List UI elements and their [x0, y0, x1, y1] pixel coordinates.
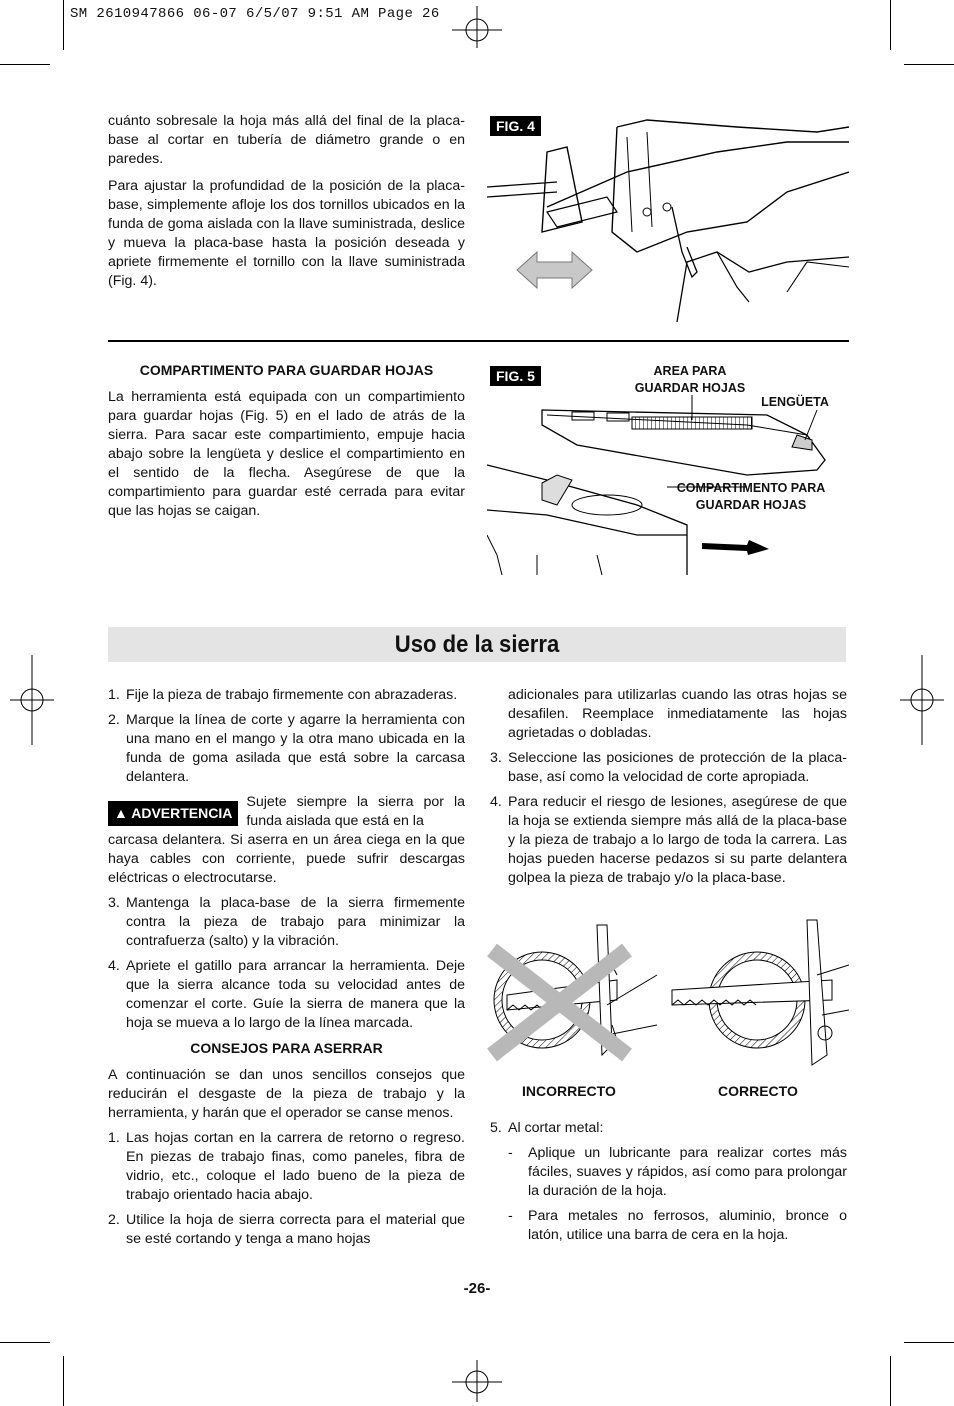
item-text: Las hojas cortan en la carrera de retorno o regreso. En piezas de trabajo finas, como paneles, fibra de vidrio, etc., coloque el lado bueno de la pieza de trabajo orientado hacia abajo.: [126, 1130, 465, 1203]
tips-heading: CONSEJOS PARA ASERRAR: [190, 1040, 383, 1056]
item-number: 5.: [490, 1120, 502, 1136]
list-item: [490, 686, 847, 743]
item-number: [490, 686, 508, 743]
item-text: Apriete el gatillo para arrancar la herramienta. Deje que la sierra alcance toda su velocidad antes de comenzar el corte. Guíe la sierra de manera que la hoja se mueva a lo largo de la línea marcada.: [126, 958, 465, 1031]
list-item: [108, 686, 465, 705]
fig5-illustration: [487, 395, 837, 575]
pipe-cutting-illustration: [487, 915, 849, 1075]
list-item: [490, 749, 847, 787]
blade-depth-text: [108, 112, 465, 299]
left-column: [108, 686, 465, 1255]
crop-mark: [890, 1356, 891, 1406]
list-item: [508, 1207, 847, 1245]
item-number: 3.: [490, 750, 502, 766]
section-divider: [108, 340, 849, 342]
metal-cutting-block: [490, 1119, 847, 1251]
fig4-label: FIG. 4: [490, 116, 541, 136]
list-item: [108, 711, 465, 787]
paragraph: La herramienta está equipada con un compartimiento para guardar hojas (Fig. 5) en el lado de atrás de la sierra. Para sacar este compartimiento, empuje hacia abajo sobre la lengüeta y deslice el compartimiento en el sentido de la flecha. Asegúrese de que la compartimiento para guardar esté cerrada para evitar que las hojas se caigan.: [108, 389, 465, 519]
item-text: Para metales no ferrosos, aluminio, bronce o latón, utilice una barra de cera en la hoja.: [528, 1208, 847, 1243]
item-number: 2.: [108, 1212, 120, 1228]
label-correct: CORRECTO: [718, 1083, 798, 1099]
storage-section: [108, 361, 465, 529]
callout-storage-area: [610, 363, 770, 397]
item-text: Para reducir el riesgo de lesiones, asegúrese de que la hoja se extienda siempre más allá de la placa-base y la pieza de trabajo a lo largo de toda la carrera. Las hojas pueden hacerse pedazos si su parte delantera golpea la pieza de trabajo y/o la placa-base.: [508, 794, 847, 886]
fig5-label: FIG. 5: [490, 366, 541, 386]
registration-target-bottom: [450, 1360, 504, 1404]
item-text: Al cortar metal:: [508, 1120, 604, 1136]
page-title: Uso de la sierra: [394, 631, 560, 658]
registration-target-left: [10, 655, 54, 745]
warning-lead: Sujete siempre la sierra por la funda aislada que está en la: [246, 794, 465, 829]
callout-line: AREA PARA: [653, 364, 727, 378]
list-item: [108, 1211, 465, 1249]
crop-mark: [0, 64, 50, 65]
warning-triangle-icon: ▲: [114, 805, 128, 821]
crop-mark: [63, 1356, 64, 1406]
fig4-illustration: [487, 112, 849, 322]
item-text: Aplique un lubricante para realizar cortes más fáciles, suaves y rápidos, así como para prolongar la duración de la hoja.: [528, 1145, 847, 1199]
warning-badge: [108, 801, 238, 826]
item-number: 1.: [108, 1130, 120, 1146]
item-text: Utilice la hoja de sierra correcta para el material que se esté cortando y tenga a mano hojas: [126, 1212, 465, 1247]
item-text: adicionales para utilizarlas cuando las otras hojas se desafilen. Reemplace inmediatamente las hojas agrietadas o dobladas.: [508, 687, 847, 741]
label-incorrect: INCORRECTO: [522, 1083, 616, 1099]
item-number: 2.: [108, 712, 120, 728]
item-text: Mantenga la placa-base de la sierra firmemente contra la pieza de trabajo para minimizar la contrafuerza (salto) y la vibración.: [126, 895, 465, 949]
paragraph: cuánto sobresale la hoja más allá del final de la placa-base al cortar en tubería de diámetro grande o en paredes.: [108, 113, 465, 167]
paragraph: Para ajustar la profundidad de la posición de la placa-base, simplemente afloje los dos tornillos ubicados en la funda de goma aislada con la llave suministrada, deslice y mueva la placa-base hasta la posición deseada y apriete firmemente el tornillo con la llave suministrada (Fig. 4).: [108, 178, 465, 289]
list-item: [490, 1119, 847, 1138]
crop-mark: [63, 0, 64, 50]
item-text: Seleccione las posiciones de protección de la placa-base, así como la velocidad de corte apropiada.: [508, 750, 847, 785]
registration-target-right: [900, 655, 944, 745]
callout-tab: LENGÜETA: [761, 395, 829, 409]
item-number: 4.: [490, 794, 502, 810]
list-item: [490, 793, 847, 888]
list-item: [108, 1129, 465, 1205]
item-number: 4.: [108, 958, 120, 974]
warning-block: [108, 793, 465, 888]
section-banner: [108, 627, 846, 662]
right-column: [490, 686, 847, 894]
print-slug: SM 2610947866 06-07 6/5/07 9:51 AM Page 26: [70, 6, 440, 22]
dash-marker: -: [508, 1208, 513, 1224]
callout-line: GUARDAR HOJAS: [695, 498, 807, 512]
list-item: [508, 1144, 847, 1201]
callout-line: GUARDAR HOJAS: [634, 381, 746, 395]
callout-line: COMPARTIMENTO PARA: [676, 481, 826, 495]
warning-text: carcasa delantera. Si aserra en un área ciega en la que haya cables con corriente, puede sufrir descargas eléctricas o electrocutarse.: [108, 832, 465, 886]
item-number: 3.: [108, 895, 120, 911]
crop-mark: [904, 64, 954, 65]
page-number: -26-: [463, 1280, 491, 1297]
crop-mark: [0, 1342, 50, 1343]
paragraph: A continuación se dan unos sencillos consejos que reducirán el desgaste de la pieza de trabajo y la herramienta, y harán que el operador se canse menos.: [108, 1067, 465, 1121]
registration-target-top: [450, 4, 504, 48]
list-item: [108, 894, 465, 951]
section-heading: COMPARTIMENTO PARA GUARDAR HOJAS: [139, 362, 434, 378]
list-item: [108, 957, 465, 1033]
crop-mark: [890, 0, 891, 50]
dash-marker: -: [508, 1145, 513, 1161]
item-number: 1.: [108, 687, 120, 703]
crop-mark: [904, 1342, 954, 1343]
item-text: Fije la pieza de trabajo firmemente con abrazaderas.: [126, 687, 458, 703]
item-text: Marque la línea de corte y agarre la herramienta con una mano en el mango y la otra mano ubicada en la funda de goma asilada que está sobre la carcasa delantera.: [126, 712, 465, 785]
warning-label: ADVERTENCIA: [131, 805, 233, 821]
